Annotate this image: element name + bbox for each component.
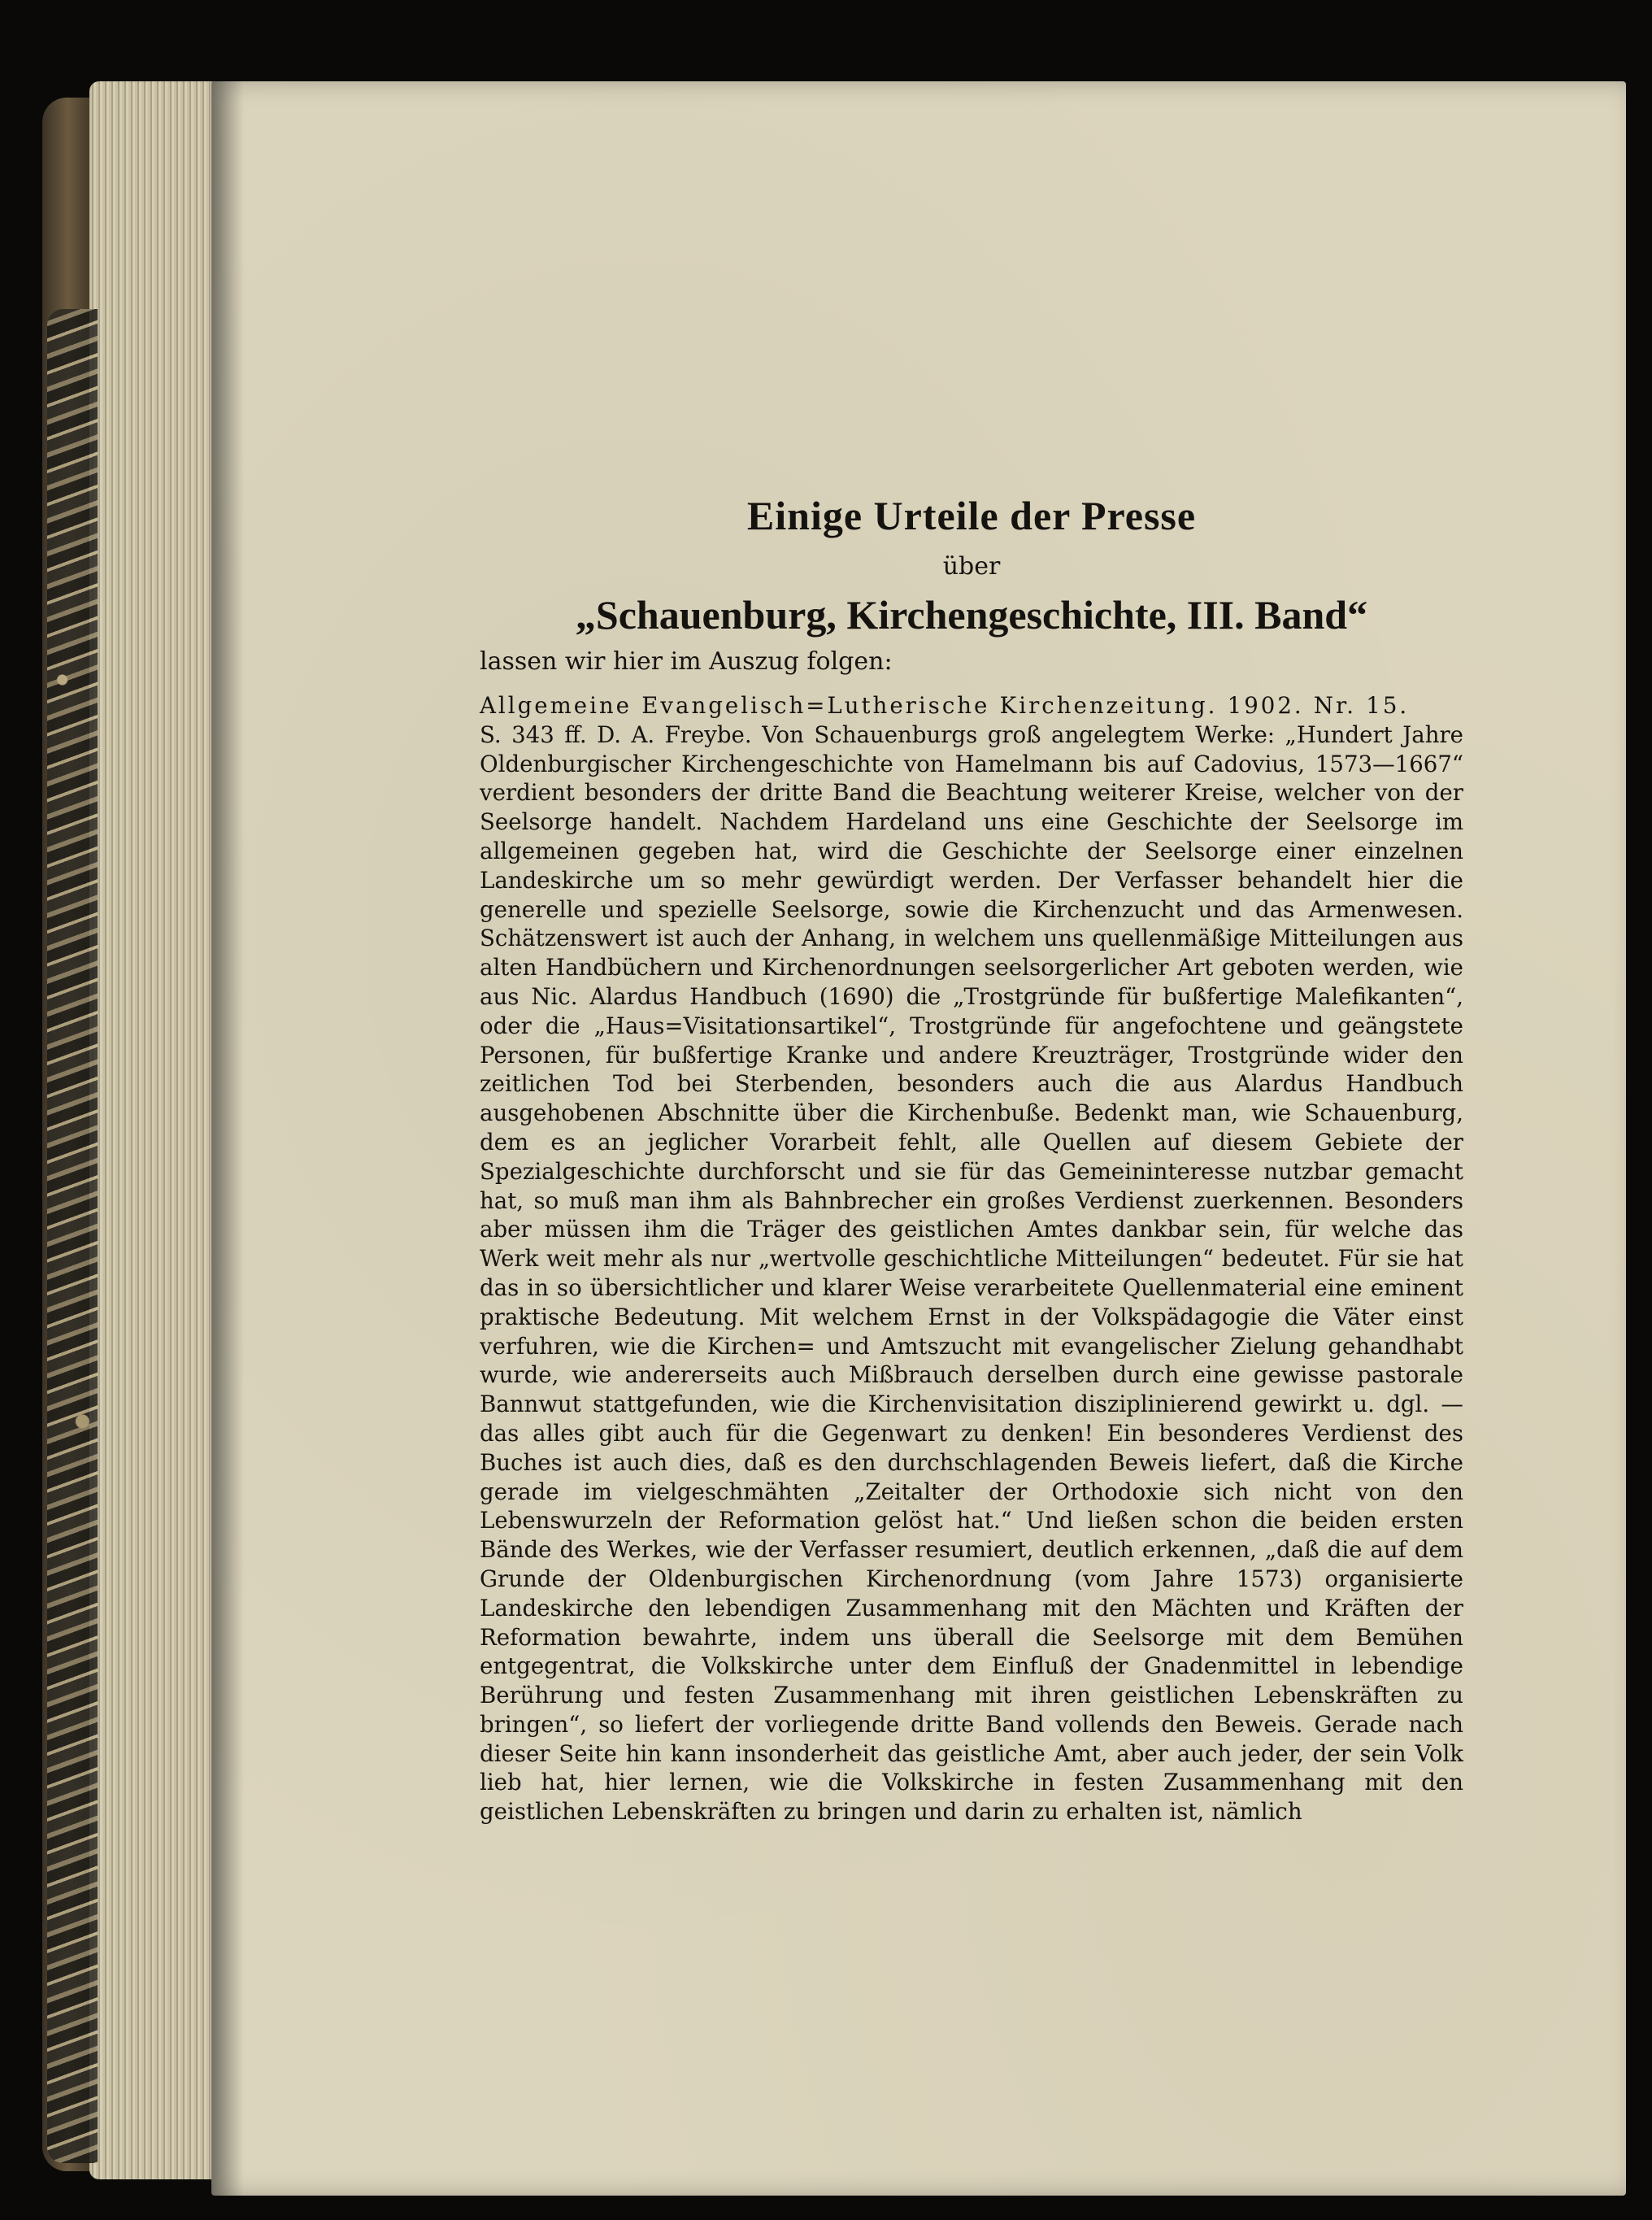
review-text: S. 343 ff. D. A. Freybe. Von Schauenburgs groß angelegtem Werke: „Hundert Jahre Oldenburgischer Kirchengeschichte von Hamelmann bis auf Cadovius, 1573—1667“ verdient besonders der dritte Band die Beachtung weiterer Kreise, welcher von der Seelsorge handelt. Nachdem Hardeland uns eine Geschichte der Seelsorge im allgemeinen gegeben hat, wird die Geschichte der Seelsorge einer einzelnen Landeskirche um so mehr gewürdigt werden. Der Verfasser behandelt hier die generelle und spezielle Seelsorge, sowie die Kirchenzucht und das Armenwesen. Schätzenswert ist auch der Anhang, in welchem uns quellenmäßige Mitteilungen aus alten Handbüchern und Kirchenordnungen seelsorgerlicher Art geboten werden, wie aus Nic. Alardus Handbuch (1690) die „Trostgründe für bußfertige Malefikanten“, oder die „Haus=Visitationsartikel“, Trostgründe für angefochtene und geängstete Personen, für bußfertige Kranke und andere Kreuzträger, Trostgründe wider den zeitlichen Tod bei Sterbenden, besonders auch die aus Alardus Handbuch ausgehobenen Abschnitte über die Kirchenbuße. Bedenkt man, wie Schauenburg, dem es an jeglicher Vorarbeit fehlt, alle Quellen auf diesem Gebiete der Spezialgeschichte durchforscht und sie für das Gemeininteresse nutzbar gemacht hat, so muß man ihm als Bahnbrecher ein großes Verdienst zuerkennen. Besonders aber müssen ihm die Träger des geistlichen Amtes dankbar sein, für welche das Werk weit mehr als nur „wertvolle geschichtliche Mitteilungen“ bedeutet. Für sie hat das in so übersichtlicher und klarer Weise verarbeitete Quellenmaterial eine eminent praktische Bedeutung. Mit welchem Ernst in der Volkspädagogie die Väter einst verfuhren, wie die Kirchen= und Amtszucht mit evangelischer Zielung gehandhabt wurde, wie andererseits auch Mißbrauch derselben durch eine gewisse pastorale Bannwut stattgefunden, wie die Kirchenvisitation disziplinierend gewirkt u. dgl. — das alles gibt auch für die Gegenwart zu denken! Ein besonderes Verdienst des Buches ist auch dies, daß es den durchschlagenden Beweis liefert, daß die Kirche gerade im vielgeschmähten „Zeitalter der Orthodoxie sich nicht von den Lebenswurzeln der Reformation gelöst hat.“ Und ließen schon die beiden ersten Bände des Werkes, wie der Verfasser resumiert, deutlich erkennen, „daß die auf dem Grunde der Oldenburgischen Kirchenordnung (vom Jahre 1573) organisierte Landeskirche den lebendigen Zusammenhang mit den Mächten und Kräften der Reformation bewahrte, indem uns überall die Seelsorge mit dem Bemühen entgegentrat, die Volkskirche unter dem Einfluß der Gnadenmittel in lebendige Berührung und festen Zusammenhang mit ihren geistlichen Lebenskräften zu bringen“, so liefert der vorliegende dritte Band vollends den Beweis. Gerade nach dieser Seite hin kann insonderheit das geistliche Amt, aber auch jeder, der sein Volk lieb hat, hier lernen, wie die Volkskirche in festen Zusammenhang mit den geistlichen Lebenskräften zu bringen und darin zu erhalten ist, nämlich [480,720,1463,1826]
review-source: Allgemeine Evangelisch=Lutherische Kirchenzeitung. 1902. Nr. 15. [480,692,1410,719]
spine-shadow [211,81,244,2196]
page-title: Einige Urteile der Presse [746,493,1197,538]
book-title: „Schauenburg, Kirchengeschichte, III. Band“ [575,592,1368,638]
marbled-cover-edge [47,309,98,2163]
intro-line: lassen wir hier im Auszug folgen: [480,647,893,676]
page-content [480,488,1463,1826]
review-body [480,691,1463,1826]
page-stack [89,81,220,2179]
connector-text: über [942,552,1001,581]
